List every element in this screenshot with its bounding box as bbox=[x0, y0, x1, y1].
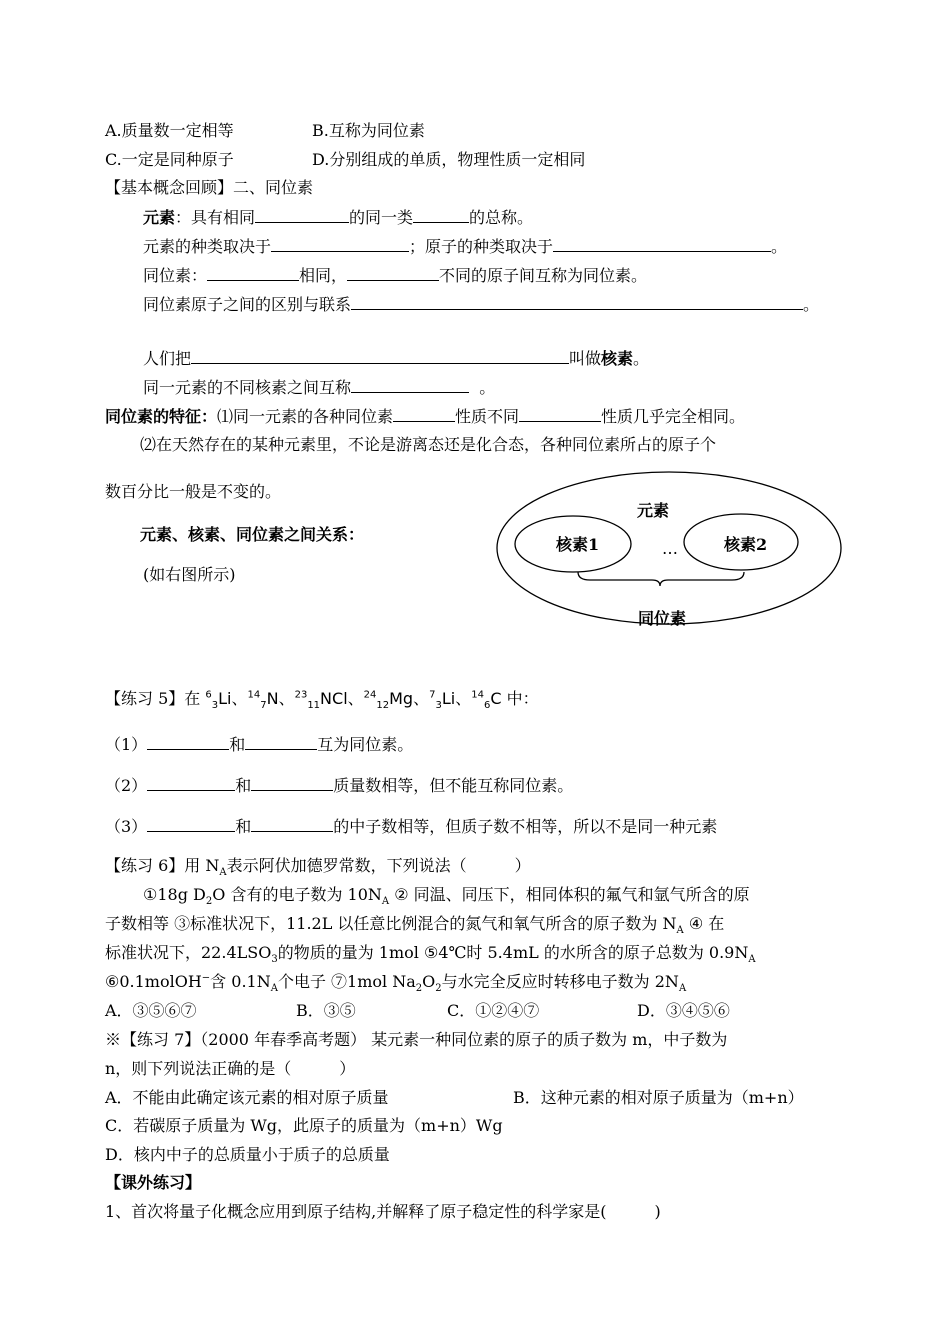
text: 。 bbox=[479, 378, 496, 397]
subscript: A bbox=[219, 867, 227, 879]
subscript: 2 bbox=[205, 896, 213, 908]
blank bbox=[147, 733, 229, 750]
exercise-5-q1 bbox=[105, 733, 413, 756]
blank bbox=[147, 774, 235, 791]
text: （1） bbox=[105, 735, 148, 754]
option-d: D.分别组成的单质，物理性质一定相同 bbox=[312, 150, 586, 169]
text: 元素的种类取决于 bbox=[143, 237, 272, 256]
exercise-7-line1: ※【练习 7】（2000 年春季高考题） 某元素一种同位素的原子的质子数为 m，中子数为 bbox=[105, 1030, 728, 1049]
blank bbox=[147, 815, 235, 832]
subscript: 2 bbox=[415, 983, 423, 995]
text: 互为同位素。 bbox=[317, 735, 414, 754]
text: ④ 在 bbox=[683, 914, 725, 933]
text: 和 bbox=[235, 817, 252, 836]
text: 【练习 5】在 bbox=[105, 689, 206, 708]
text: 。 bbox=[803, 295, 820, 314]
text: 的中子数相等，但质子数不相等，所以不是同一种元素 bbox=[333, 817, 718, 836]
isotope-difference bbox=[143, 293, 819, 316]
option-a: A.质量数一定相等 bbox=[105, 121, 234, 140]
exercise-7-option-a: A．不能由此确定该元素的相对原子质量 bbox=[105, 1088, 389, 1107]
text: 子数相等 ③标准状况下，11.2L 以任意比例混合的氮气和氧气所含的原子数为 N bbox=[105, 914, 677, 933]
blank bbox=[271, 235, 409, 252]
exercise-6-line4 bbox=[105, 971, 686, 993]
text: 的物质的量为 1mol ⑤4℃时 5.4mL 的水所含的原子总数为 0.9N bbox=[277, 943, 749, 962]
element-label: 元素 bbox=[637, 501, 670, 520]
element-term: 元素 bbox=[143, 208, 176, 227]
text: O 含有的电子数为 10N bbox=[212, 885, 382, 904]
isotope-diagram bbox=[490, 468, 850, 638]
text: ①18g D bbox=[143, 885, 206, 904]
exercise-7-option-d: D．核内中子的总质量小于质子的总质量 bbox=[105, 1145, 390, 1164]
text: ⑴同一元素的各种同位素 bbox=[217, 407, 394, 426]
text: 【练习 6】用 N bbox=[105, 856, 220, 875]
text: （2） bbox=[105, 776, 148, 795]
mutual-term bbox=[143, 376, 495, 399]
text: O bbox=[422, 972, 436, 991]
symbol: Li、 bbox=[441, 689, 472, 708]
nuclide1-label: 核素1 bbox=[556, 535, 600, 554]
symbol: N、 bbox=[266, 689, 295, 708]
nuclide-term: 核素 bbox=[601, 349, 634, 368]
subscript: A bbox=[381, 896, 390, 908]
text: 性质不同 bbox=[455, 407, 520, 426]
atomic-number: 12 bbox=[376, 700, 390, 712]
exercise-7-option-c: C．若碳原子质量为 Wg，此原子的质量为（m+n）Wg bbox=[105, 1116, 503, 1135]
text: 同一元素的不同核素之间互称 bbox=[143, 378, 352, 397]
symbol: C 中： bbox=[490, 689, 539, 708]
brace bbox=[578, 572, 744, 586]
feature-2: ⑵在天然存在的某种元素里，不论是游离态还是化合态，各种同位素所占的原子个 bbox=[140, 435, 717, 454]
blank bbox=[413, 206, 469, 223]
blank bbox=[255, 206, 349, 223]
symbol: NCl、 bbox=[320, 689, 364, 708]
isotope-label: 同位素 bbox=[638, 609, 687, 628]
subscript: A bbox=[270, 983, 278, 995]
text: 质量数相等，但不能互称同位素。 bbox=[333, 776, 574, 795]
text: 表示阿伏加德罗常数，下列说法（ ） bbox=[226, 856, 531, 875]
dots: … bbox=[662, 539, 678, 558]
blank bbox=[207, 264, 299, 281]
subscript: 2 bbox=[435, 983, 442, 995]
text: 的同一类 bbox=[349, 208, 414, 227]
text: ② 同温、同压下，相同体积的氟气和氩气所含的原 bbox=[389, 885, 750, 904]
subscript: A bbox=[678, 983, 687, 995]
exercise-6-line2 bbox=[105, 913, 724, 935]
atomic-number: 6 bbox=[483, 700, 491, 712]
mass-number: 7 bbox=[429, 689, 436, 701]
blank bbox=[553, 235, 771, 252]
text: （3） bbox=[105, 817, 148, 836]
relation-note: (如右图所示) bbox=[143, 565, 236, 584]
blank bbox=[251, 774, 333, 791]
text: 同位素原子之间的区别与联系 bbox=[143, 295, 352, 314]
exercise-5-q3 bbox=[105, 815, 717, 838]
exercise-6-option-b: B．③⑤ bbox=[296, 1001, 356, 1020]
exercise-6-option-d: D．③④⑤⑥ bbox=[637, 1001, 730, 1020]
nuclide2-label: 核素2 bbox=[724, 535, 768, 554]
text: 性质几乎完全相同。 bbox=[601, 407, 746, 426]
exercise-6-line3 bbox=[105, 942, 756, 964]
text: 。 bbox=[633, 349, 650, 368]
element-kind bbox=[143, 235, 787, 258]
relation-title: 元素、核素、同位素之间关系： bbox=[140, 525, 365, 544]
text: 和 bbox=[235, 776, 252, 795]
isotope-definition bbox=[143, 264, 647, 287]
symbol: Li、 bbox=[218, 689, 248, 708]
isotope-features bbox=[105, 405, 745, 428]
atomic-number: 3 bbox=[211, 700, 219, 712]
blank bbox=[251, 815, 333, 832]
subscript: A bbox=[676, 925, 684, 937]
text: 。 bbox=[771, 237, 788, 256]
section-header: 【基本概念回顾】二、同位素 bbox=[105, 178, 314, 197]
text: 相同， bbox=[299, 266, 348, 285]
nuclide-definition bbox=[143, 347, 649, 370]
text: 与水完全反应时转移电子数为 2N bbox=[441, 972, 679, 991]
text: 人们把 bbox=[143, 349, 192, 368]
text: ；原子的种类取决于 bbox=[409, 237, 554, 256]
text: 个电子 ⑦1mol Na bbox=[277, 972, 416, 991]
text: 的总称。 bbox=[469, 208, 534, 227]
text: 不同的原子间互称为同位素。 bbox=[439, 266, 648, 285]
exercise-7-option-b: B．这种元素的相对原子质量为（m+n） bbox=[513, 1088, 804, 1107]
text: ：具有相同 bbox=[175, 208, 256, 227]
exercise-6-option-c: C．①②④⑦ bbox=[447, 1001, 540, 1020]
blank bbox=[347, 264, 439, 281]
text: ⑥0.1molOH bbox=[105, 972, 202, 991]
exercise-6-option-a: A．③⑤⑥⑦ bbox=[105, 1001, 197, 1020]
subscript: 3 bbox=[271, 954, 278, 966]
blank bbox=[393, 405, 455, 422]
exercise-5-q2 bbox=[105, 774, 573, 797]
mass-number: 24 bbox=[363, 689, 377, 701]
atomic-number: 3 bbox=[435, 700, 442, 712]
mass-number: 23 bbox=[294, 689, 308, 701]
features-label: 同位素的特征： bbox=[105, 407, 218, 426]
exercise-7-line2: n，则下列说法正确的是（ ） bbox=[105, 1059, 356, 1078]
option-c: C.一定是同种原子 bbox=[105, 150, 234, 169]
text: 同位素： bbox=[143, 266, 208, 285]
superscript: − bbox=[201, 972, 211, 984]
blank bbox=[245, 733, 317, 750]
blank bbox=[351, 293, 803, 310]
mass-number: 14 bbox=[471, 689, 484, 701]
subscript: A bbox=[748, 954, 756, 966]
extra-header: 【课外练习】 bbox=[105, 1173, 202, 1192]
extra-q1: 1、首次将量子化概念应用到原子结构,并解释了原子稳定性的科学家是( ) bbox=[105, 1202, 661, 1221]
symbol: Mg、 bbox=[389, 689, 430, 708]
exercise-6-title bbox=[105, 855, 531, 877]
mass-number: 6 bbox=[205, 689, 212, 701]
text: 标准状况下，22.4LSO bbox=[105, 943, 272, 962]
blank bbox=[519, 405, 601, 422]
element-definition bbox=[143, 206, 533, 229]
exercise-5-title bbox=[105, 688, 539, 710]
exercise-6-line1 bbox=[143, 884, 750, 906]
mass-number: 14 bbox=[247, 689, 261, 701]
text: 和 bbox=[229, 735, 246, 754]
blank bbox=[351, 376, 469, 393]
atomic-number: 7 bbox=[260, 700, 267, 712]
text: 叫做 bbox=[569, 349, 602, 368]
feature-2-cont: 数百分比一般是不变的。 bbox=[105, 482, 282, 501]
text: 含 0.1N bbox=[210, 972, 271, 991]
atomic-number: 11 bbox=[307, 700, 321, 712]
blank bbox=[191, 347, 569, 364]
option-b: B.互称为同位素 bbox=[312, 121, 425, 140]
